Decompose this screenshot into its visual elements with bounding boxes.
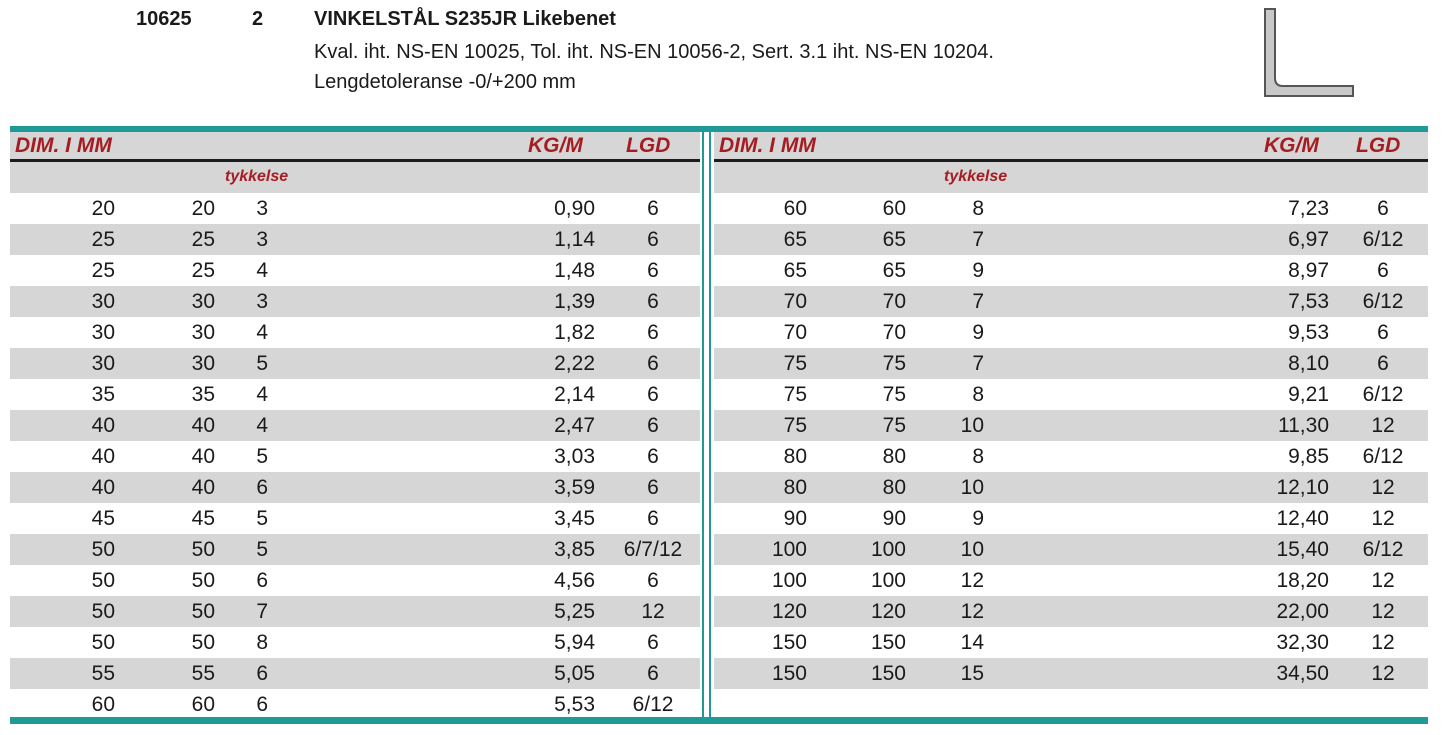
thickness-cell: 3 <box>256 228 268 251</box>
thickness-cell: 3 <box>256 290 268 313</box>
dim-header: DIM. I MM <box>15 134 112 157</box>
thickness-cell: 8 <box>256 631 268 654</box>
table-row <box>714 472 1428 503</box>
table-header <box>714 132 1428 162</box>
weight-cell: 3,45 <box>554 507 595 530</box>
table-row <box>10 534 700 565</box>
leg-b-cell: 20 <box>191 197 215 220</box>
leg-a-cell: 50 <box>91 631 115 654</box>
length-cell: 6 <box>647 197 659 220</box>
thickness-cell: 9 <box>972 259 984 282</box>
thickness-cell: 14 <box>960 631 984 654</box>
thickness-cell: 5 <box>256 538 268 561</box>
leg-a-cell: 60 <box>91 693 115 716</box>
leg-a-cell: 150 <box>771 662 807 685</box>
thickness-cell: 6 <box>256 662 268 685</box>
length-cell: 6 <box>647 383 659 406</box>
right-table <box>714 132 1428 689</box>
product-number: 2 <box>252 8 264 30</box>
thickness-cell: 4 <box>256 321 268 344</box>
leg-a-cell: 90 <box>783 507 807 530</box>
thickness-cell: 12 <box>960 600 984 623</box>
leg-a-cell: 70 <box>783 321 807 344</box>
leg-b-cell: 150 <box>870 631 906 654</box>
leg-b-cell: 60 <box>191 693 215 716</box>
leg-b-cell: 150 <box>870 662 906 685</box>
length-cell: 6/12 <box>1362 228 1404 251</box>
table-body <box>714 193 1428 689</box>
table-row <box>714 224 1428 255</box>
leg-b-cell: 75 <box>882 383 906 406</box>
table-row <box>10 348 700 379</box>
leg-b-cell: 45 <box>191 507 215 530</box>
leg-b-cell: 80 <box>882 445 906 468</box>
length-cell: 12 <box>641 600 665 623</box>
weight-cell: 2,14 <box>554 383 595 406</box>
leg-a-cell: 40 <box>91 445 115 468</box>
thickness-cell: 4 <box>256 383 268 406</box>
leg-a-cell: 20 <box>91 197 115 220</box>
length-cell: 6 <box>647 321 659 344</box>
product-code: 10625 <box>136 8 192 30</box>
leg-a-cell: 65 <box>783 259 807 282</box>
thickness-cell: 12 <box>960 569 984 592</box>
leg-b-cell: 50 <box>191 538 215 561</box>
lgd-header: LGD <box>626 134 671 157</box>
table-subheader <box>714 162 1428 193</box>
weight-cell: 2,47 <box>554 414 595 437</box>
length-cell: 6 <box>1377 259 1389 282</box>
thickness-cell: 10 <box>960 538 984 561</box>
length-cell: 6 <box>1377 321 1389 344</box>
leg-b-cell: 30 <box>191 290 215 313</box>
table-row <box>714 596 1428 627</box>
table-subheader <box>10 162 700 193</box>
table-row <box>10 224 700 255</box>
leg-a-cell: 80 <box>783 476 807 499</box>
leg-a-cell: 25 <box>91 228 115 251</box>
spec-line: Kval. iht. NS-EN 10025, Tol. iht. NS-EN 10056-2, Sert. 3.1 iht. NS-EN 10204. <box>314 41 994 63</box>
angle-profile-icon <box>1262 6 1358 100</box>
table-row <box>10 627 700 658</box>
table-row <box>10 286 700 317</box>
leg-a-cell: 25 <box>91 259 115 282</box>
length-cell: 12 <box>1371 476 1395 499</box>
thickness-cell: 7 <box>972 290 984 313</box>
weight-cell: 2,22 <box>554 352 595 375</box>
table-row <box>10 255 700 286</box>
leg-a-cell: 45 <box>91 507 115 530</box>
table-row <box>714 286 1428 317</box>
thickness-cell: 7 <box>972 228 984 251</box>
leg-a-cell: 100 <box>771 569 807 592</box>
length-cell: 12 <box>1371 569 1395 592</box>
leg-b-cell: 35 <box>191 383 215 406</box>
leg-a-cell: 50 <box>91 600 115 623</box>
table-row <box>10 472 700 503</box>
thickness-cell: 6 <box>256 476 268 499</box>
lgd-header: LGD <box>1356 134 1401 157</box>
leg-a-cell: 100 <box>771 538 807 561</box>
weight-cell: 34,50 <box>1276 662 1329 685</box>
weight-cell: 4,56 <box>554 569 595 592</box>
table-row <box>10 441 700 472</box>
weight-cell: 6,97 <box>1288 228 1329 251</box>
leg-b-cell: 65 <box>882 259 906 282</box>
leg-a-cell: 50 <box>91 538 115 561</box>
leg-a-cell: 50 <box>91 569 115 592</box>
table-body <box>10 193 700 720</box>
length-cell: 12 <box>1371 631 1395 654</box>
table-row <box>714 441 1428 472</box>
leg-b-cell: 90 <box>882 507 906 530</box>
tolerance-line: Lengdetoleranse -0/+200 mm <box>314 71 576 93</box>
weight-cell: 32,30 <box>1276 631 1329 654</box>
table-row <box>714 410 1428 441</box>
leg-a-cell: 40 <box>91 476 115 499</box>
leg-a-cell: 35 <box>91 383 115 406</box>
weight-cell: 3,59 <box>554 476 595 499</box>
weight-cell: 3,85 <box>554 538 595 561</box>
weight-cell: 5,05 <box>554 662 595 685</box>
table-row <box>714 534 1428 565</box>
table-row <box>714 317 1428 348</box>
leg-b-cell: 120 <box>870 600 906 623</box>
page-title: VINKELSTÅL S235JR Likebenet <box>314 8 616 30</box>
length-cell: 6 <box>1377 352 1389 375</box>
weight-cell: 22,00 <box>1276 600 1329 623</box>
weight-cell: 5,94 <box>554 631 595 654</box>
table-row <box>714 565 1428 596</box>
weight-cell: 8,10 <box>1288 352 1329 375</box>
leg-b-cell: 40 <box>191 414 215 437</box>
thickness-cell: 9 <box>972 507 984 530</box>
length-cell: 6 <box>647 662 659 685</box>
weight-cell: 11,30 <box>1278 414 1329 437</box>
leg-b-cell: 30 <box>191 352 215 375</box>
weight-cell: 1,48 <box>554 259 595 282</box>
table-row <box>714 348 1428 379</box>
thickness-cell: 8 <box>972 197 984 220</box>
table-row <box>10 689 700 720</box>
table-bottom-rule <box>10 717 1428 724</box>
thickness-cell: 6 <box>256 693 268 716</box>
table-row <box>10 410 700 441</box>
leg-b-cell: 50 <box>191 631 215 654</box>
leg-b-cell: 55 <box>191 662 215 685</box>
table-row <box>714 658 1428 689</box>
table-row <box>714 379 1428 410</box>
thickness-cell: 5 <box>256 352 268 375</box>
length-cell: 6 <box>647 352 659 375</box>
weight-cell: 18,20 <box>1276 569 1329 592</box>
leg-a-cell: 75 <box>783 383 807 406</box>
kgm-header: KG/M <box>1264 134 1319 157</box>
leg-a-cell: 30 <box>91 352 115 375</box>
length-cell: 6 <box>647 445 659 468</box>
thickness-cell: 5 <box>256 507 268 530</box>
length-cell: 6/12 <box>1362 538 1404 561</box>
weight-cell: 9,21 <box>1288 383 1329 406</box>
leg-b-cell: 40 <box>191 476 215 499</box>
thickness-cell: 7 <box>256 600 268 623</box>
thickness-cell: 4 <box>256 259 268 282</box>
leg-a-cell: 80 <box>783 445 807 468</box>
leg-b-cell: 40 <box>191 445 215 468</box>
table-row <box>10 565 700 596</box>
table-row <box>714 255 1428 286</box>
thickness-cell: 10 <box>960 414 984 437</box>
leg-b-cell: 80 <box>882 476 906 499</box>
leg-b-cell: 100 <box>870 569 906 592</box>
dim-header: DIM. I MM <box>719 134 816 157</box>
thickness-cell: 3 <box>256 197 268 220</box>
table-header <box>10 132 700 162</box>
leg-b-cell: 100 <box>870 538 906 561</box>
leg-a-cell: 120 <box>771 600 807 623</box>
thickness-label: tykkelse <box>225 168 289 185</box>
thickness-cell: 8 <box>972 445 984 468</box>
thickness-cell: 8 <box>972 383 984 406</box>
thickness-cell: 5 <box>256 445 268 468</box>
length-cell: 6/12 <box>632 693 674 716</box>
leg-a-cell: 65 <box>783 228 807 251</box>
thickness-label: tykkelse <box>944 168 1008 185</box>
weight-cell: 1,82 <box>554 321 595 344</box>
weight-cell: 1,14 <box>554 228 595 251</box>
leg-b-cell: 70 <box>882 321 906 344</box>
length-cell: 6/12 <box>1362 290 1404 313</box>
length-cell: 12 <box>1371 662 1395 685</box>
leg-a-cell: 30 <box>91 290 115 313</box>
weight-cell: 8,97 <box>1288 259 1329 282</box>
weight-cell: 7,23 <box>1288 197 1329 220</box>
weight-cell: 7,53 <box>1288 290 1329 313</box>
weight-cell: 5,53 <box>554 693 595 716</box>
weight-cell: 12,10 <box>1276 476 1329 499</box>
length-cell: 6 <box>647 476 659 499</box>
length-cell: 6 <box>647 228 659 251</box>
length-cell: 6 <box>647 569 659 592</box>
leg-b-cell: 25 <box>191 259 215 282</box>
weight-cell: 9,85 <box>1288 445 1329 468</box>
table-row <box>714 503 1428 534</box>
leg-b-cell: 70 <box>882 290 906 313</box>
leg-b-cell: 75 <box>882 414 906 437</box>
leg-b-cell: 50 <box>191 600 215 623</box>
length-cell: 6 <box>1377 197 1389 220</box>
leg-a-cell: 60 <box>783 197 807 220</box>
length-cell: 12 <box>1371 414 1395 437</box>
leg-b-cell: 50 <box>191 569 215 592</box>
table-row <box>10 193 700 224</box>
length-cell: 6/12 <box>1362 383 1404 406</box>
leg-a-cell: 150 <box>771 631 807 654</box>
leg-a-cell: 30 <box>91 321 115 344</box>
leg-a-cell: 75 <box>783 352 807 375</box>
length-cell: 6/7/12 <box>623 538 683 561</box>
table-row <box>10 379 700 410</box>
weight-cell: 9,53 <box>1288 321 1329 344</box>
leg-a-cell: 40 <box>91 414 115 437</box>
table-row <box>714 627 1428 658</box>
table-row <box>10 317 700 348</box>
length-cell: 6 <box>647 631 659 654</box>
table-row <box>10 503 700 534</box>
length-cell: 6 <box>647 259 659 282</box>
table-row <box>714 193 1428 224</box>
weight-cell: 3,03 <box>554 445 595 468</box>
leg-a-cell: 75 <box>783 414 807 437</box>
weight-cell: 15,40 <box>1276 538 1329 561</box>
leg-a-cell: 70 <box>783 290 807 313</box>
thickness-cell: 9 <box>972 321 984 344</box>
length-cell: 12 <box>1371 600 1395 623</box>
weight-cell: 5,25 <box>554 600 595 623</box>
leg-a-cell: 55 <box>91 662 115 685</box>
weight-cell: 1,39 <box>554 290 595 313</box>
thickness-cell: 6 <box>256 569 268 592</box>
length-cell: 6/12 <box>1362 445 1404 468</box>
kgm-header: KG/M <box>528 134 583 157</box>
leg-b-cell: 75 <box>882 352 906 375</box>
thickness-cell: 10 <box>960 476 984 499</box>
weight-cell: 0,90 <box>554 197 595 220</box>
table-row <box>10 658 700 689</box>
left-table <box>10 132 700 720</box>
length-cell: 6 <box>647 507 659 530</box>
leg-b-cell: 65 <box>882 228 906 251</box>
length-cell: 6 <box>647 414 659 437</box>
thickness-cell: 7 <box>972 352 984 375</box>
leg-b-cell: 25 <box>191 228 215 251</box>
leg-b-cell: 60 <box>882 197 906 220</box>
length-cell: 12 <box>1371 507 1395 530</box>
leg-b-cell: 30 <box>191 321 215 344</box>
table-row <box>10 596 700 627</box>
weight-cell: 12,40 <box>1276 507 1329 530</box>
thickness-cell: 15 <box>960 662 984 685</box>
length-cell: 6 <box>647 290 659 313</box>
thickness-cell: 4 <box>256 414 268 437</box>
